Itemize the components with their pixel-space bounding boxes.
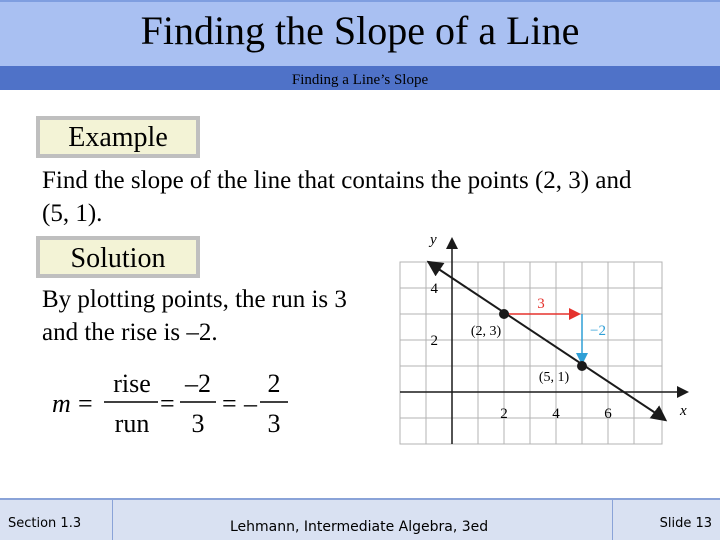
formula-run: run bbox=[114, 409, 150, 438]
graph-grid bbox=[400, 262, 662, 444]
solution-label: Solution bbox=[70, 243, 166, 274]
point-5-1 bbox=[577, 361, 587, 371]
formula-equals-3: = bbox=[222, 389, 237, 418]
run-label: 3 bbox=[537, 296, 545, 312]
footer bbox=[0, 498, 720, 540]
y-tick-label: 4 bbox=[430, 281, 438, 297]
footer-divider bbox=[112, 500, 113, 540]
footer-section: Section 1.3 bbox=[8, 516, 82, 531]
rise-label: −2 bbox=[590, 323, 606, 339]
x-tick-label: 6 bbox=[604, 406, 612, 422]
point-5-1-label: (5, 1) bbox=[538, 370, 570, 385]
footer-divider bbox=[612, 500, 613, 540]
slide-subtitle: Finding a Line’s Slope bbox=[291, 72, 429, 88]
point-2-3 bbox=[499, 309, 509, 319]
example-label: Example bbox=[68, 122, 168, 153]
formula-equals-1: = bbox=[78, 389, 93, 418]
graph-line bbox=[428, 262, 660, 416]
formula-rise: rise bbox=[113, 369, 151, 398]
graph-line-arrow-end bbox=[660, 416, 664, 419]
title-bar bbox=[0, 0, 720, 66]
answer-text: By plotting points, the run is 3 and the rise is –2. bbox=[42, 286, 347, 346]
point-2-3-label: (2, 3) bbox=[470, 324, 502, 339]
footer-book: Lehmann, Intermediate Algebra, 3ed bbox=[230, 519, 489, 535]
formula-negative-sign: – bbox=[244, 389, 257, 418]
x-axis-label: x bbox=[680, 403, 687, 419]
x-tick-label: 4 bbox=[552, 406, 560, 422]
footer-slide-number: Slide 13 bbox=[659, 516, 712, 531]
example-label-box bbox=[36, 116, 200, 158]
problem-text: Find the slope of the line that contains the points (2, 3) and (5, 1). bbox=[42, 167, 632, 227]
slope-graph bbox=[396, 228, 696, 448]
formula-m: m bbox=[52, 389, 71, 418]
formula-minus-two: –2 bbox=[185, 369, 211, 398]
formula-three: 3 bbox=[191, 409, 205, 438]
formula-three-b: 3 bbox=[267, 409, 281, 438]
x-tick-label: 2 bbox=[500, 406, 508, 422]
y-axis-label: y bbox=[430, 232, 437, 248]
y-tick-label: 2 bbox=[430, 333, 438, 349]
subtitle-bar bbox=[0, 66, 720, 90]
formula-two: 2 bbox=[267, 369, 281, 398]
solution-label-box bbox=[36, 236, 200, 278]
slope-formula bbox=[48, 366, 308, 446]
formula-equals-2: = bbox=[160, 389, 175, 418]
slide-title: Finding the Slope of a Line bbox=[140, 8, 580, 53]
